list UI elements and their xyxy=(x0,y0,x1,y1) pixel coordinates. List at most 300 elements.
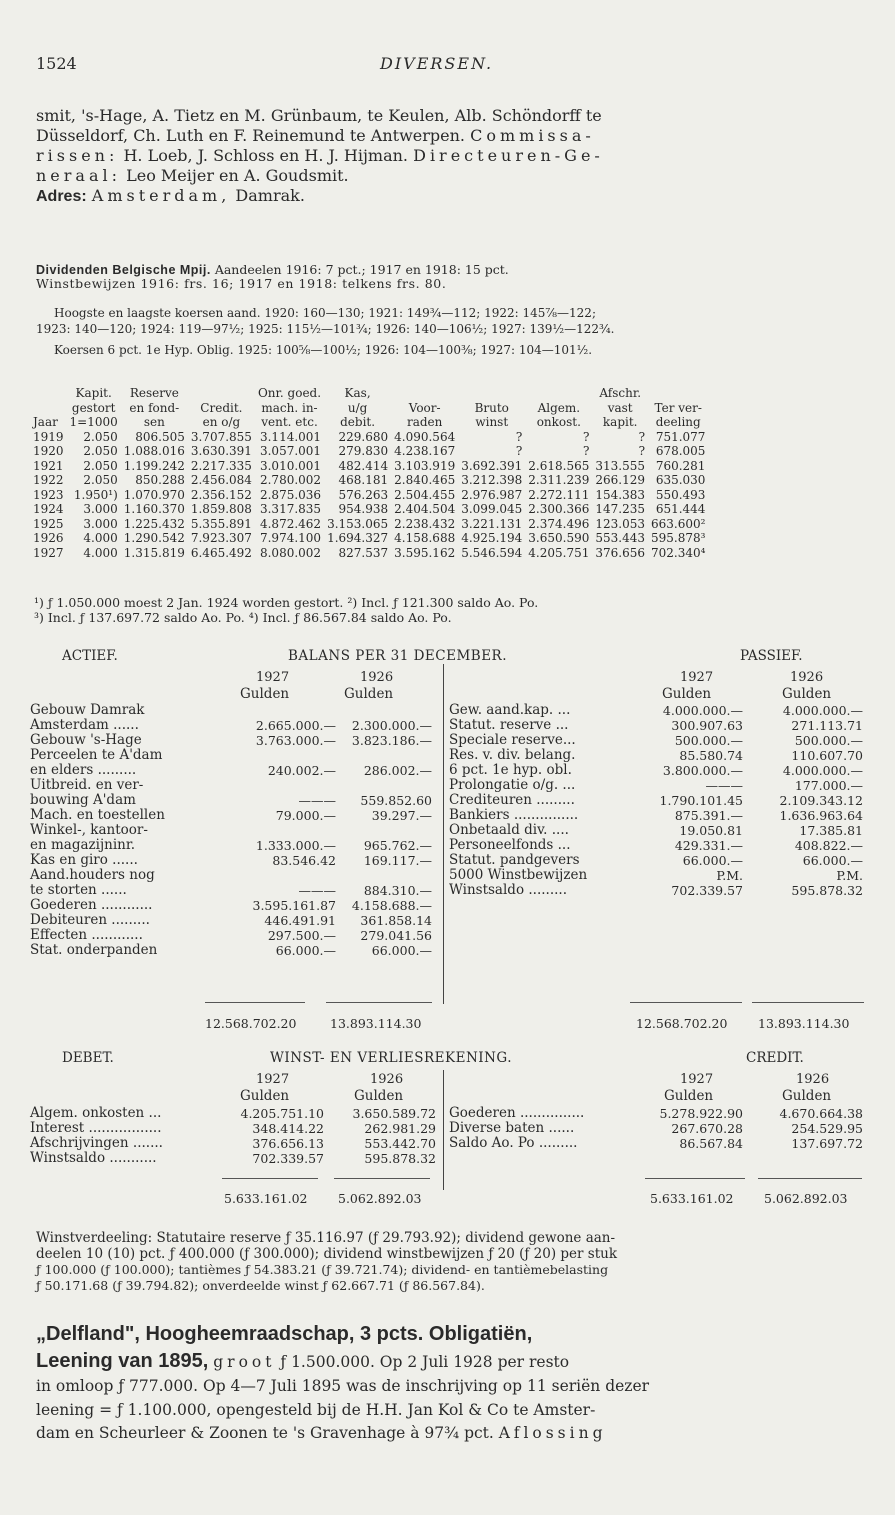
ledger-amount: 348.414.22 xyxy=(252,1121,324,1136)
balance-total-1927-right: 12.568.702.20 xyxy=(636,1016,728,1031)
ledger-row xyxy=(449,733,869,748)
ledger-label: Winkel-, kantoor- xyxy=(30,822,148,838)
profit-distribution-line-3: ƒ 100.000 (ƒ 100.000); tantièmes ƒ 54.383.21 (ƒ 39.721.74); dividend- en tantièmebelasting xyxy=(36,1262,609,1277)
capital-header-cell: Reserve xyxy=(129,386,179,400)
capital-header-cell: vast xyxy=(607,400,633,415)
capital-header-cell xyxy=(391,386,458,401)
capital-header-cell: Onr. goed. xyxy=(257,386,322,400)
capital-cell: 3.212.398 xyxy=(461,473,523,487)
ledger-amount: 4.000.000.— xyxy=(782,763,863,778)
capital-cell: 751.077 xyxy=(655,429,706,444)
capital-cell: 2.050 xyxy=(83,473,118,487)
ledger-amount: 965.762.— xyxy=(363,838,432,853)
ledger-row xyxy=(30,763,440,778)
capital-header-cell: Voor- xyxy=(408,400,441,415)
ledger-amount: 2.109.343.12 xyxy=(779,793,863,808)
capital-data-row xyxy=(30,488,708,503)
capital-header-cell: Kas, xyxy=(344,386,371,400)
capital-cell: 1.225.432 xyxy=(123,516,185,531)
dividend-section xyxy=(36,263,509,291)
capital-cell: 1925 xyxy=(33,516,64,531)
ledger-row xyxy=(449,853,869,868)
ledger-amount: 66.000.— xyxy=(802,853,863,868)
delfland-line-5: dam en Scheurleer & Zoonen te 's Gravenhage à 97¾ pct. Aflossing xyxy=(36,1424,607,1442)
ledger-label: en magazijninr. xyxy=(30,837,136,853)
ledger-label: Uitbreid. en ver- xyxy=(30,777,144,793)
capital-cell: 3.707.855 xyxy=(190,429,252,444)
capital-cell: 827.537 xyxy=(338,545,389,560)
capital-cell: 123.053 xyxy=(595,516,645,531)
ledger-amount: 559.852.60 xyxy=(360,793,432,808)
profit-distribution xyxy=(36,1230,617,1294)
capital-cell: 2.272.111 xyxy=(528,487,590,502)
capital-table xyxy=(30,386,708,560)
capital-cell: 7.974.100 xyxy=(259,531,322,545)
capital-cell: 4.000 xyxy=(83,531,118,545)
ledger-amount: 19.050.81 xyxy=(679,823,743,838)
capital-cell: 1919 xyxy=(33,429,64,444)
ledger-label: Interest ................. xyxy=(30,1120,162,1136)
intro-line-1: smit, 's-Hage, A. Tietz en M. Grünbaum, te Keulen, Alb. Schöndorff te xyxy=(36,106,602,125)
pnl-credit xyxy=(449,1106,869,1151)
ledger-row xyxy=(449,793,869,808)
ledger-amount: 79.000.— xyxy=(275,808,336,823)
capital-cell: 3.650.590 xyxy=(528,531,590,545)
capital-cell: 3.595.162 xyxy=(394,545,456,560)
balance-unit-1926-right: Gulden xyxy=(782,686,832,702)
capital-cell: 229.680 xyxy=(338,429,389,444)
ledger-amount: 267.670.28 xyxy=(671,1121,743,1136)
capital-cell: 2.374.496 xyxy=(528,516,590,531)
ledger-label: Amsterdam ...... xyxy=(30,717,139,733)
ledger-amount: 286.002.— xyxy=(363,763,432,778)
ledger-row xyxy=(30,853,440,868)
ledger-row xyxy=(449,748,869,763)
quotes-section xyxy=(36,306,615,359)
pnl-total-rule-left-2 xyxy=(334,1178,430,1179)
capital-cell: 154.383 xyxy=(595,487,645,502)
capital-cell: 2.050 xyxy=(83,444,118,458)
capital-header-cell: debit. xyxy=(340,415,376,429)
capital-header-cell: Bruto xyxy=(474,400,509,415)
capital-cell: 1922 xyxy=(33,473,64,487)
balance-year-1927-left: 1927 xyxy=(256,670,290,685)
capital-header-cell xyxy=(648,386,708,401)
capital-cell: 1.070.970 xyxy=(123,487,185,502)
ledger-label: Personeelfonds ... xyxy=(449,837,571,853)
capital-cell: 1.160.370 xyxy=(123,502,185,516)
ledger-row xyxy=(30,1121,440,1136)
ledger-amount: 3.650.589.72 xyxy=(352,1106,436,1121)
pnl-year-1926-left: 1926 xyxy=(370,1072,404,1087)
ledger-amount: 4.670.664.38 xyxy=(779,1106,863,1121)
ledger-label: Prolongatie o/g. ... xyxy=(449,777,576,793)
ledger-amount: 3.763.000.— xyxy=(255,733,336,748)
ledger-amount: 66.000.— xyxy=(682,853,743,868)
ledger-row xyxy=(30,943,440,958)
quotes-line-3: Koersen 6 pct. 1e Hyp. Oblig. 1925: 100⅝—100½; 1926: 104—100⅜; 1927: 104—101½. xyxy=(54,343,593,357)
capital-cell: ? xyxy=(638,429,645,444)
capital-header-row xyxy=(30,415,708,430)
capital-header-row xyxy=(30,401,708,416)
capital-cell: 3.000 xyxy=(83,516,118,531)
capital-cell: 1.694.327 xyxy=(327,531,389,545)
intro-paragraph xyxy=(36,106,866,207)
capital-cell: 3.114.001 xyxy=(259,429,322,444)
ledger-amount: 2.300.000.— xyxy=(351,718,432,733)
capital-cell: 2.504.455 xyxy=(394,487,456,502)
ledger-amount: 279.041.56 xyxy=(360,928,432,943)
ledger-label: Algem. onkosten ... xyxy=(30,1105,162,1121)
ledger-label: Aand.houders nog xyxy=(30,867,155,883)
ledger-row xyxy=(30,733,440,748)
capital-header-cell: mach. in- xyxy=(261,400,318,415)
ledger-amount: 169.117.— xyxy=(363,853,432,868)
capital-cell: 595.878³ xyxy=(651,531,706,545)
ledger-label: 6 pct. 1e hyp. obl. xyxy=(449,762,572,778)
ledger-amount: 240.002.— xyxy=(267,763,336,778)
delfland-loan-title: Leening van 1895, xyxy=(36,1350,209,1372)
balance-total-rule-left-1 xyxy=(205,1002,305,1003)
capital-cell: 8.080.002 xyxy=(259,545,322,560)
ledger-amount: 85.580.74 xyxy=(679,748,743,763)
ledger-amount: ——— xyxy=(298,793,336,808)
capital-header-cell: raden xyxy=(406,415,443,429)
capital-cell: 651.444 xyxy=(655,502,706,516)
capital-cell: 147.235 xyxy=(595,502,645,516)
ledger-label: Perceelen te A'dam xyxy=(30,747,163,763)
delfland-line-4: leening = ƒ 1.100.000, opengesteld bij de H.H. Jan Kol & Co te Amster- xyxy=(36,1400,596,1419)
ledger-label: Gew. aand.kap. ... xyxy=(449,702,571,718)
address-line: Adres: Amsterdam, Damrak. xyxy=(36,186,305,205)
ledger-amount: P.M. xyxy=(836,868,863,883)
ledger-amount: 875.391.— xyxy=(674,808,743,823)
quotes-line-2: 1923: 140—120; 1924: 119—97½; 1925: 115½—101¾; 1926: 140—106½; 1927: 139½—122¾. xyxy=(36,321,615,336)
ledger-label: Goederen ............ xyxy=(30,897,153,913)
ledger-label: Afschrijvingen ....... xyxy=(30,1135,163,1151)
pnl-center-title: WINST- EN VERLIESREKENING. xyxy=(270,1050,513,1066)
balance-year-1926-left: 1926 xyxy=(360,670,394,685)
pnl-year-1926-right: 1926 xyxy=(796,1072,830,1087)
capital-cell: 2.238.432 xyxy=(394,516,456,531)
ledger-label: bouwing A'dam xyxy=(30,792,136,808)
capital-data-row xyxy=(30,517,708,532)
ledger-label: Winstsaldo ........... xyxy=(30,1150,157,1166)
ledger-amount: 884.310.— xyxy=(363,883,432,898)
ledger-label: Crediteuren ......... xyxy=(449,792,575,808)
ledger-label: Bankiers ............... xyxy=(449,807,579,823)
capital-cell: 3.221.131 xyxy=(461,516,523,531)
ledger-row xyxy=(30,748,440,763)
capital-data-row xyxy=(30,444,708,459)
ledger-amount: 86.567.84 xyxy=(679,1136,743,1151)
capital-header-cell: en o/g xyxy=(202,415,241,429)
capital-cell: 635.030 xyxy=(655,473,706,487)
capital-header-cell xyxy=(30,401,67,416)
intro-line-3: rissen: H. Loeb, J. Schloss en H. J. Hijman. Directeuren-Ge- xyxy=(36,146,604,165)
capital-cell: 2.311.239 xyxy=(528,473,590,487)
capital-data-row xyxy=(30,502,708,517)
ledger-label: Onbetaald div. .... xyxy=(449,822,569,838)
ledger-amount: 3.595.161.87 xyxy=(252,898,336,913)
capital-cell: ? xyxy=(582,429,590,444)
balance-assets xyxy=(30,703,440,958)
capital-cell: 313.555 xyxy=(595,458,645,473)
capital-cell: 279.830 xyxy=(338,444,389,458)
ledger-amount: 300.907.63 xyxy=(671,718,743,733)
capital-header-cell: 1=1000 xyxy=(69,415,118,429)
capital-cell: 6.465.492 xyxy=(190,545,252,560)
ledger-row xyxy=(30,838,440,853)
ledger-amount: 17.385.81 xyxy=(799,823,863,838)
ledger-amount: 361.858.14 xyxy=(360,913,432,928)
capital-cell: 7.923.307 xyxy=(190,531,252,545)
capital-header-cell xyxy=(30,386,67,401)
capital-header-cell xyxy=(458,386,525,401)
capital-cell: 806.505 xyxy=(135,429,185,444)
address-label: Adres: xyxy=(36,188,87,205)
commissarissen-label: Commissa- xyxy=(470,126,595,145)
ledger-label: Diverse baten ...... xyxy=(449,1120,575,1136)
ledger-amount: 702.339.57 xyxy=(671,883,743,898)
balance-right-title: PASSIEF. xyxy=(740,648,803,664)
ledger-amount: 702.339.57 xyxy=(252,1151,324,1166)
balance-year-1927-right: 1927 xyxy=(680,670,714,685)
ledger-label: 5000 Winstbewijzen xyxy=(449,867,588,883)
capital-cell: 1921 xyxy=(33,458,64,473)
pnl-unit-1927-left: Gulden xyxy=(240,1088,290,1104)
capital-cell: 1920 xyxy=(33,444,64,458)
ledger-row xyxy=(30,703,440,718)
ledger-amount: 1.636.963.64 xyxy=(779,808,863,823)
ledger-amount: 1.790.101.45 xyxy=(659,793,743,808)
ledger-row xyxy=(449,718,869,733)
ledger-amount: 3.800.000.— xyxy=(662,763,743,778)
intro-line-4: neraal: Leo Meijer en A. Goudsmit. xyxy=(36,166,349,185)
ledger-label: Statut. pandgevers xyxy=(449,852,580,868)
ledger-row xyxy=(30,718,440,733)
balance-total-rule-left-2 xyxy=(326,1002,432,1003)
ledger-row xyxy=(30,1136,440,1151)
delfland-line-2: Leening van 1895, groot ƒ 1.500.000. Op 2 Juli 1928 per resto xyxy=(36,1350,570,1372)
capital-cell: 1923 xyxy=(33,487,64,502)
delfland-title: „Delfland", Hoogheemraadschap, 3 pcts. Obligatiën, xyxy=(36,1323,533,1345)
ledger-label: en elders ......... xyxy=(30,762,137,778)
capital-cell: 2.404.504 xyxy=(394,502,456,516)
ledger-label: Kas en giro ...... xyxy=(30,852,138,868)
balance-center-title: BALANS PER 31 DECEMBER. xyxy=(288,648,508,664)
capital-cell: 1.315.819 xyxy=(123,545,185,560)
capital-cell: 553.443 xyxy=(595,531,645,545)
ledger-amount: 177.000.— xyxy=(794,778,863,793)
capital-cell: 5.355.891 xyxy=(190,516,252,531)
ledger-amount: 4.205.751.10 xyxy=(240,1106,324,1121)
capital-cell: 3.153.065 xyxy=(327,516,389,531)
ledger-amount: 297.500.— xyxy=(267,928,336,943)
intro-line-2: Düsseldorf, Ch. Luth en F. Reinemund te Antwerpen. Commissa- xyxy=(36,126,595,145)
delfland-section xyxy=(36,1320,649,1446)
ledger-row xyxy=(449,883,869,898)
capital-cell: 2.840.465 xyxy=(394,473,456,487)
running-title: DIVERSEN. xyxy=(380,54,494,73)
capital-data-row xyxy=(30,531,708,546)
capital-header-cell: vent. etc. xyxy=(261,415,318,429)
ledger-amount: 500.000.— xyxy=(794,733,863,748)
ledger-amount: 66.000.— xyxy=(275,943,336,958)
pnl-total-rule-right-1 xyxy=(645,1178,745,1179)
pnl-divider xyxy=(443,1070,444,1190)
capital-header-cell: winst xyxy=(475,415,509,429)
pnl-unit-1927-right: Gulden xyxy=(664,1088,714,1104)
capital-cell: 376.656 xyxy=(595,545,645,560)
ledger-row xyxy=(30,868,440,883)
dividend-title: Dividenden Belgische Mpij. xyxy=(36,263,211,277)
directeuren-label: Directeuren-Ge- xyxy=(413,146,604,165)
ledger-row xyxy=(449,1106,869,1121)
ledger-label: Res. v. div. belang. xyxy=(449,747,576,763)
capital-header-cell: onkost. xyxy=(536,415,581,429)
ledger-row xyxy=(30,913,440,928)
capital-cell: 3.099.045 xyxy=(461,502,523,516)
page-number: 1524 xyxy=(36,54,77,73)
ledger-label: Goederen ............... xyxy=(449,1105,585,1121)
ledger-label: Gebouw Damrak xyxy=(30,702,145,718)
ledger-amount: P.M. xyxy=(716,868,743,883)
capital-data-row xyxy=(30,430,708,445)
pnl-year-1927-left: 1927 xyxy=(256,1072,290,1087)
pnl-unit-1926-right: Gulden xyxy=(782,1088,832,1104)
ledger-row xyxy=(449,838,869,853)
ledger-amount: 3.823.186.— xyxy=(351,733,432,748)
ledger-amount: 429.331.— xyxy=(674,838,743,853)
ledger-row xyxy=(449,808,869,823)
capital-cell: 3.317.835 xyxy=(259,502,322,516)
ledger-label: Debiteuren ......... xyxy=(30,912,150,928)
balance-year-1926-right: 1926 xyxy=(790,670,824,685)
ledger-amount: 2.665.000.— xyxy=(255,718,336,733)
ledger-amount: 408.822.— xyxy=(794,838,863,853)
balance-unit-1926-left: Gulden xyxy=(344,686,394,702)
capital-cell: 2.217.335 xyxy=(190,458,252,473)
capital-cell: 550.493 xyxy=(655,487,706,502)
capital-cell: 2.050 xyxy=(83,429,118,444)
pnl-left-title: DEBET. xyxy=(62,1050,114,1066)
ledger-row xyxy=(30,778,440,793)
capital-cell: 702.340⁴ xyxy=(651,545,706,560)
capital-cell: 2.875.036 xyxy=(259,487,322,502)
capital-cell: 954.938 xyxy=(338,502,389,516)
capital-cell: 4.158.688 xyxy=(394,531,456,545)
ledger-amount: 500.000.— xyxy=(674,733,743,748)
balance-total-1927-left: 12.568.702.20 xyxy=(205,1016,297,1031)
balance-unit-1927-right: Gulden xyxy=(662,686,712,702)
ledger-row xyxy=(449,778,869,793)
capital-cell: 4.000 xyxy=(83,545,118,560)
capital-header-cell: Jaar xyxy=(33,415,58,429)
ledger-label: Saldo Ao. Po ......... xyxy=(449,1135,578,1151)
profit-distribution-line-2: deelen 10 (10) pct. ƒ 400.000 (ƒ 300.000); dividend winstbewijzen ƒ 20 (ƒ 20) per stuk xyxy=(36,1246,618,1262)
dividend-line-2: Winstbewijzen 1916: frs. 16; 1917 en 1918: telkens frs. 80. xyxy=(36,276,447,291)
balance-total-1926-left: 13.893.114.30 xyxy=(330,1016,422,1031)
balance-total-rule-right-1 xyxy=(630,1002,742,1003)
ledger-row xyxy=(30,823,440,838)
capital-cell: 850.288 xyxy=(135,473,185,487)
ledger-row xyxy=(30,793,440,808)
capital-cell: 3.692.391 xyxy=(461,458,523,473)
capital-footnote-2: ³) Incl. ƒ 137.697.72 saldo Ao. Po. ⁴) Incl. ƒ 86.567.84 saldo Ao. Po. xyxy=(34,610,452,625)
capital-footnote-1: ¹) ƒ 1.050.000 moest 2 Jan. 1924 worden gestort. ²) Incl. ƒ 121.300 saldo Ao. Po. xyxy=(34,595,539,610)
capital-data-row xyxy=(30,546,708,561)
capital-cell: 1927 xyxy=(33,545,64,560)
ledger-amount: 271.113.71 xyxy=(791,718,863,733)
ledger-amount: 39.297.— xyxy=(371,808,432,823)
ledger-row xyxy=(449,763,869,778)
pnl-right-title: CREDIT. xyxy=(746,1050,804,1066)
capital-cell: 1.950¹) xyxy=(73,487,118,502)
ledger-amount: 595.878.32 xyxy=(791,883,863,898)
ledger-amount: 254.529.95 xyxy=(791,1121,863,1136)
capital-data-row xyxy=(30,473,708,488)
dividend-line-1: Aandeelen 1916: 7 pct.; 1917 en 1918: 15 pct. xyxy=(214,262,509,277)
ledger-amount: 553.442.70 xyxy=(364,1136,436,1151)
capital-cell: 3.630.391 xyxy=(190,444,252,458)
ledger-row xyxy=(30,1106,440,1121)
ledger-amount: 262.981.29 xyxy=(364,1121,436,1136)
ledger-label: Stat. onderpanden xyxy=(30,942,158,958)
ledger-label: Winstsaldo ......... xyxy=(449,882,567,898)
ledger-row xyxy=(449,1121,869,1136)
capital-cell: 266.129 xyxy=(595,473,645,487)
pnl-unit-1926-left: Gulden xyxy=(354,1088,404,1104)
ledger-label: Statut. reserve ... xyxy=(449,717,569,733)
capital-header-cell: Algem. xyxy=(537,400,581,415)
capital-cell: 760.281 xyxy=(655,458,706,473)
ledger-row xyxy=(30,928,440,943)
ledger-row xyxy=(449,1136,869,1151)
capital-cell: 1.088.016 xyxy=(123,444,185,458)
profit-distribution-line-1: Winstverdeeling: Statutaire reserve ƒ 35.116.97 (ƒ 29.793.92); dividend gewone aan- xyxy=(36,1230,616,1246)
ledger-amount: 595.878.32 xyxy=(364,1151,436,1166)
capital-cell: 2.300.366 xyxy=(528,502,590,516)
capital-cell: 5.546.594 xyxy=(461,545,523,560)
capital-header-cell: Afschr. xyxy=(599,386,642,400)
pnl-total-rule-left-1 xyxy=(222,1178,318,1179)
pnl-total-1926-left: 5.062.892.03 xyxy=(338,1191,422,1206)
ledger-label: Gebouw 's-Hage xyxy=(30,732,142,748)
capital-cell: 3.103.919 xyxy=(394,458,456,473)
pnl-total-1926-right: 5.062.892.03 xyxy=(764,1191,848,1206)
capital-header-cell xyxy=(525,386,592,401)
ledger-amount: 376.656.13 xyxy=(252,1136,324,1151)
capital-cell: 2.356.152 xyxy=(190,487,252,502)
capital-header-cell: kapit. xyxy=(602,415,638,429)
profit-distribution-line-4: ƒ 50.171.68 (ƒ 39.794.82); onverdeelde winst ƒ 62.667.71 (ƒ 86.567.84). xyxy=(36,1278,485,1293)
balance-total-rule-right-2 xyxy=(752,1002,864,1003)
balance-total-1926-right: 13.893.114.30 xyxy=(758,1016,850,1031)
ledger-row xyxy=(449,703,869,718)
capital-header-cell: en fond- xyxy=(129,400,180,415)
capital-cell: 4.238.167 xyxy=(394,444,456,458)
ledger-amount: 137.697.72 xyxy=(791,1136,863,1151)
ledger-row xyxy=(30,808,440,823)
ledger-amount: 110.607.70 xyxy=(791,748,863,763)
capital-data-row xyxy=(30,459,708,474)
capital-cell: 576.263 xyxy=(338,487,389,502)
balance-divider xyxy=(443,664,444,1004)
capital-cell: 1.290.542 xyxy=(123,531,185,545)
capital-header-cell: Credit. xyxy=(200,400,243,415)
balance-unit-1927-left: Gulden xyxy=(240,686,290,702)
